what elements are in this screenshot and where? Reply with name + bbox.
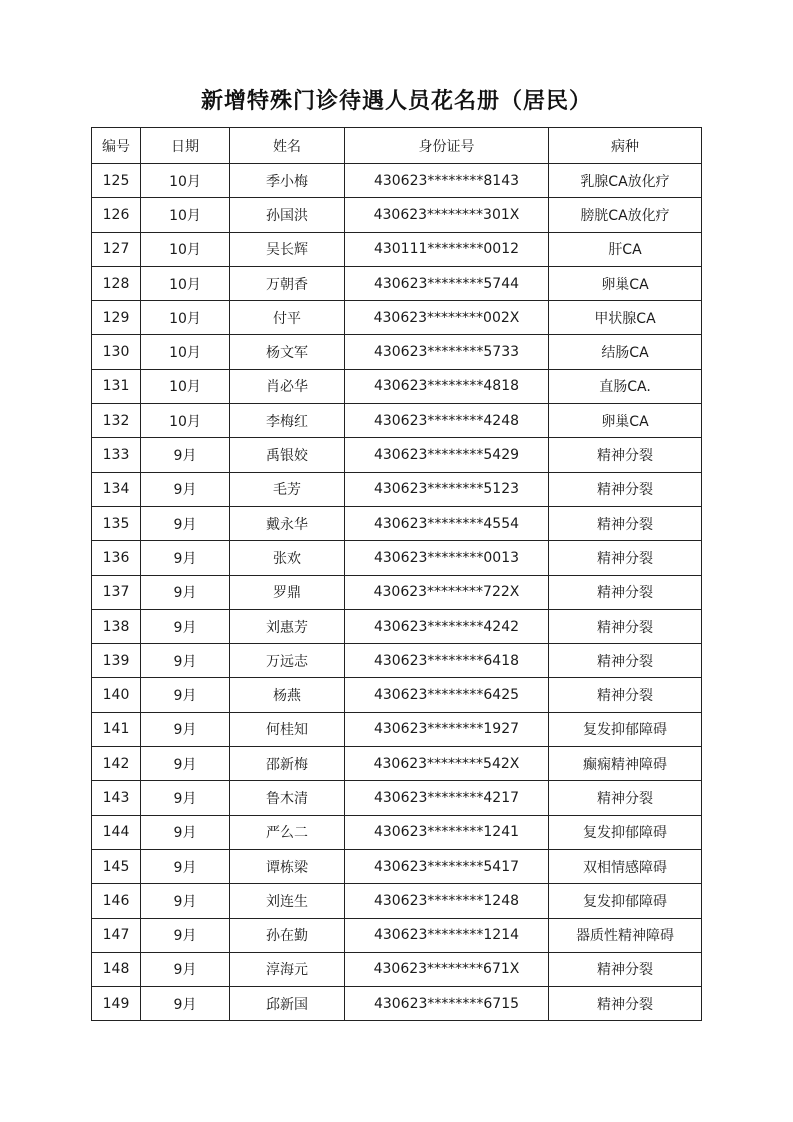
cell-id: 430623********5733 xyxy=(345,335,549,369)
cell-no: 135 xyxy=(92,506,141,540)
cell-no: 145 xyxy=(92,849,141,883)
cell-disease: 器质性精神障碍 xyxy=(549,918,702,952)
cell-date: 10月 xyxy=(141,404,230,438)
cell-name: 付平 xyxy=(230,301,345,335)
table-row xyxy=(92,884,702,918)
cell-id: 430623********542X xyxy=(345,747,549,781)
cell-date: 9月 xyxy=(141,952,230,986)
cell-disease: 精神分裂 xyxy=(549,506,702,540)
table-row xyxy=(92,438,702,472)
cell-disease: 乳腺CA放化疗 xyxy=(549,164,702,198)
cell-date: 9月 xyxy=(141,609,230,643)
cell-no: 139 xyxy=(92,644,141,678)
cell-name: 张欢 xyxy=(230,541,345,575)
cell-date: 9月 xyxy=(141,781,230,815)
header-no: 编号 xyxy=(92,128,141,164)
cell-no: 125 xyxy=(92,164,141,198)
cell-name: 邱新国 xyxy=(230,987,345,1021)
cell-date: 9月 xyxy=(141,472,230,506)
cell-id: 430623********0013 xyxy=(345,541,549,575)
table-row xyxy=(92,575,702,609)
cell-disease: 精神分裂 xyxy=(549,781,702,815)
cell-id: 430623********1214 xyxy=(345,918,549,952)
cell-id: 430623********1248 xyxy=(345,884,549,918)
cell-id: 430623********5417 xyxy=(345,849,549,883)
cell-name: 严么二 xyxy=(230,815,345,849)
cell-id: 430623********4818 xyxy=(345,369,549,403)
cell-no: 126 xyxy=(92,198,141,232)
table-row xyxy=(92,198,702,232)
table-row xyxy=(92,952,702,986)
cell-no: 144 xyxy=(92,815,141,849)
cell-no: 147 xyxy=(92,918,141,952)
cell-name: 肖必华 xyxy=(230,369,345,403)
cell-disease: 精神分裂 xyxy=(549,678,702,712)
cell-date: 10月 xyxy=(141,198,230,232)
cell-id: 430623********5744 xyxy=(345,266,549,300)
cell-id: 430111********0012 xyxy=(345,232,549,266)
table-row xyxy=(92,987,702,1021)
cell-no: 142 xyxy=(92,747,141,781)
cell-no: 136 xyxy=(92,541,141,575)
cell-name: 万朝香 xyxy=(230,266,345,300)
cell-date: 10月 xyxy=(141,369,230,403)
cell-disease: 精神分裂 xyxy=(549,952,702,986)
cell-disease: 精神分裂 xyxy=(549,438,702,472)
cell-no: 127 xyxy=(92,232,141,266)
cell-disease: 精神分裂 xyxy=(549,472,702,506)
table-row xyxy=(92,506,702,540)
cell-date: 10月 xyxy=(141,232,230,266)
cell-name: 刘连生 xyxy=(230,884,345,918)
cell-disease: 复发抑郁障碍 xyxy=(549,815,702,849)
cell-date: 9月 xyxy=(141,815,230,849)
cell-disease: 膀胱CA放化疗 xyxy=(549,198,702,232)
cell-disease: 精神分裂 xyxy=(549,609,702,643)
cell-id: 430623********4248 xyxy=(345,404,549,438)
cell-disease: 直肠CA. xyxy=(549,369,702,403)
cell-name: 淳海元 xyxy=(230,952,345,986)
cell-no: 137 xyxy=(92,575,141,609)
cell-name: 孙在勤 xyxy=(230,918,345,952)
cell-no: 143 xyxy=(92,781,141,815)
cell-name: 罗鼎 xyxy=(230,575,345,609)
cell-id: 430623********5429 xyxy=(345,438,549,472)
cell-disease: 癫痫精神障碍 xyxy=(549,747,702,781)
cell-name: 吴长辉 xyxy=(230,232,345,266)
header-name: 姓名 xyxy=(230,128,345,164)
cell-date: 9月 xyxy=(141,438,230,472)
cell-disease: 卵巢CA xyxy=(549,266,702,300)
cell-no: 140 xyxy=(92,678,141,712)
cell-date: 9月 xyxy=(141,712,230,746)
table-row xyxy=(92,335,702,369)
cell-date: 10月 xyxy=(141,335,230,369)
table-row xyxy=(92,644,702,678)
table-row xyxy=(92,747,702,781)
table-row xyxy=(92,849,702,883)
cell-name: 邵新梅 xyxy=(230,747,345,781)
cell-id: 430623********1927 xyxy=(345,712,549,746)
page-title: 新增特殊门诊待遇人员花名册（居民） xyxy=(200,88,592,114)
cell-name: 季小梅 xyxy=(230,164,345,198)
cell-date: 9月 xyxy=(141,849,230,883)
cell-id: 430623********722X xyxy=(345,575,549,609)
table-row xyxy=(92,678,702,712)
cell-name: 禹银姣 xyxy=(230,438,345,472)
cell-date: 9月 xyxy=(141,678,230,712)
cell-no: 148 xyxy=(92,952,141,986)
cell-name: 谭栋梁 xyxy=(230,849,345,883)
table-row xyxy=(92,232,702,266)
table-row xyxy=(92,541,702,575)
cell-date: 9月 xyxy=(141,918,230,952)
header-row xyxy=(92,128,702,164)
cell-disease: 卵巢CA xyxy=(549,404,702,438)
cell-no: 133 xyxy=(92,438,141,472)
cell-disease: 复发抑郁障碍 xyxy=(549,884,702,918)
table-row xyxy=(92,369,702,403)
cell-date: 9月 xyxy=(141,747,230,781)
table-header xyxy=(92,128,702,164)
table-row xyxy=(92,609,702,643)
table-row xyxy=(92,815,702,849)
cell-name: 万远志 xyxy=(230,644,345,678)
cell-date: 10月 xyxy=(141,301,230,335)
table-body xyxy=(92,164,702,1021)
cell-id: 430623********4217 xyxy=(345,781,549,815)
header-date: 日期 xyxy=(141,128,230,164)
cell-no: 129 xyxy=(92,301,141,335)
cell-id: 430623********6715 xyxy=(345,987,549,1021)
cell-id: 430623********002X xyxy=(345,301,549,335)
cell-date: 9月 xyxy=(141,987,230,1021)
cell-name: 毛芳 xyxy=(230,472,345,506)
table-row xyxy=(92,164,702,198)
cell-disease: 肝CA xyxy=(549,232,702,266)
header-disease: 病种 xyxy=(549,128,702,164)
table-row xyxy=(92,301,702,335)
cell-id: 430623********671X xyxy=(345,952,549,986)
cell-name: 戴永华 xyxy=(230,506,345,540)
roster-table xyxy=(91,127,702,1021)
table-row xyxy=(92,712,702,746)
cell-no: 131 xyxy=(92,369,141,403)
cell-date: 9月 xyxy=(141,541,230,575)
cell-name: 杨燕 xyxy=(230,678,345,712)
cell-disease: 结肠CA xyxy=(549,335,702,369)
cell-no: 149 xyxy=(92,987,141,1021)
cell-disease: 甲状腺CA xyxy=(549,301,702,335)
cell-id: 430623********4242 xyxy=(345,609,549,643)
cell-name: 孙国洪 xyxy=(230,198,345,232)
cell-no: 134 xyxy=(92,472,141,506)
cell-no: 130 xyxy=(92,335,141,369)
cell-date: 10月 xyxy=(141,164,230,198)
header-id: 身份证号 xyxy=(345,128,549,164)
cell-disease: 精神分裂 xyxy=(549,575,702,609)
table-row xyxy=(92,472,702,506)
cell-disease: 双相情感障碍 xyxy=(549,849,702,883)
cell-id: 430623********5123 xyxy=(345,472,549,506)
cell-disease: 精神分裂 xyxy=(549,541,702,575)
cell-id: 430623********8143 xyxy=(345,164,549,198)
cell-no: 141 xyxy=(92,712,141,746)
cell-no: 128 xyxy=(92,266,141,300)
table-row xyxy=(92,404,702,438)
cell-disease: 精神分裂 xyxy=(549,987,702,1021)
cell-name: 何桂知 xyxy=(230,712,345,746)
cell-no: 132 xyxy=(92,404,141,438)
cell-id: 430623********6418 xyxy=(345,644,549,678)
cell-date: 9月 xyxy=(141,644,230,678)
table-row xyxy=(92,918,702,952)
cell-name: 杨文军 xyxy=(230,335,345,369)
cell-id: 430623********6425 xyxy=(345,678,549,712)
cell-date: 10月 xyxy=(141,266,230,300)
cell-name: 李梅红 xyxy=(230,404,345,438)
cell-id: 430623********1241 xyxy=(345,815,549,849)
cell-disease: 复发抑郁障碍 xyxy=(549,712,702,746)
cell-date: 9月 xyxy=(141,506,230,540)
cell-disease: 精神分裂 xyxy=(549,644,702,678)
cell-id: 430623********301X xyxy=(345,198,549,232)
table-row xyxy=(92,266,702,300)
cell-id: 430623********4554 xyxy=(345,506,549,540)
cell-no: 146 xyxy=(92,884,141,918)
table-row xyxy=(92,781,702,815)
cell-no: 138 xyxy=(92,609,141,643)
cell-name: 刘惠芳 xyxy=(230,609,345,643)
cell-date: 9月 xyxy=(141,575,230,609)
cell-name: 鲁木清 xyxy=(230,781,345,815)
cell-date: 9月 xyxy=(141,884,230,918)
